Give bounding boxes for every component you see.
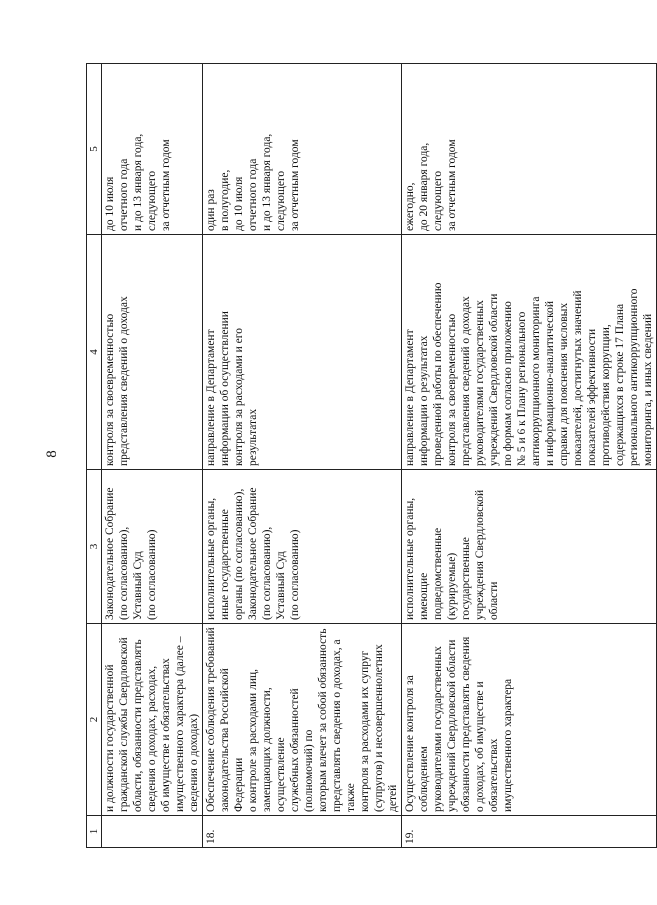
deadline-cell: ежегодно, до 20 января года, следующего за отчетным годом <box>402 64 657 235</box>
column-header: 2 <box>87 624 102 816</box>
deadline-cell: до 10 июля отчетного года и до 13 января года, следующего за отчетным годом <box>102 64 203 235</box>
row-number: 18. <box>203 816 402 848</box>
column-header: 4 <box>87 235 102 470</box>
plan-table <box>86 63 657 848</box>
table-row <box>102 64 203 848</box>
measure-cell: Осуществление контроля за соблюдением руководителями государственных учреждений Свердловской области обязанности представлять сведения о доходах, об имуществе и обязательствах имущественного характера <box>402 624 657 816</box>
row-number: 19. <box>402 816 657 848</box>
column-header: 3 <box>87 470 102 624</box>
result-cell: направление в Департамент информации об осуществлении контроля за расходами и его результатах <box>203 235 402 470</box>
table-row <box>203 64 402 848</box>
column-header: 5 <box>87 64 102 235</box>
page-number: 8 <box>44 450 60 458</box>
column-header: 1 <box>87 816 102 848</box>
result-cell: направление в Департамент информации о результатах проведенной работы по обеспечению контроля за своевременностью представления сведений о доходах руководителями государственных учреждений Свердловской области по формам согласно приложению № 5 и 6 к Плану регионального антикоррупционного мониторинга и информационно-аналитической справки для пояснения числовых показателей, достигнутых значений показателей эффективности противодействия коррупции, содержащихся в строке 17 Плана регионального антикоррупционного мониторинга, и иных сведений <box>402 235 657 470</box>
measure-cell: Обеспечение соблюдения требований законодательства Российской Федерации о контроле за расходами лиц, замещающих должности, осуществление служебных обязанностей (полномочий) по которым влечет за собой обязанность представлять сведения о доходах, а также контроля за расходами их супруг (супругов) и несовершеннолетних детей <box>203 624 402 816</box>
column-number-row <box>87 64 102 848</box>
rotated-table-container <box>86 64 654 848</box>
deadline-cell: один раз в полугодие, до 10 июля отчетного года и до 13 января года, следующего за отчетным годом <box>203 64 402 235</box>
measure-cell: и должности государственной гражданской службы Свердловской области, обязанности представлять сведения о доходах, расходах, об имуществе и обязательствах имущественного характера (далее – сведения о доходах) <box>102 624 203 816</box>
executor-cell: исполнительные органы, иные государственные органы (по согласованию), Законодательное Собрание (по согласованию), Уставный Суд (по согласованию) <box>203 470 402 624</box>
executor-cell: Законодательное Собрание (по согласованию), Уставный Суд (по согласованию) <box>102 470 203 624</box>
table-row <box>402 64 657 848</box>
result-cell: контроля за своевременностью представления сведений о доходах <box>102 235 203 470</box>
executor-cell: исполнительные органы, имеющие подведомственные (курируемые) государственные учреждения Свердловской области <box>402 470 657 624</box>
row-number <box>102 816 203 848</box>
